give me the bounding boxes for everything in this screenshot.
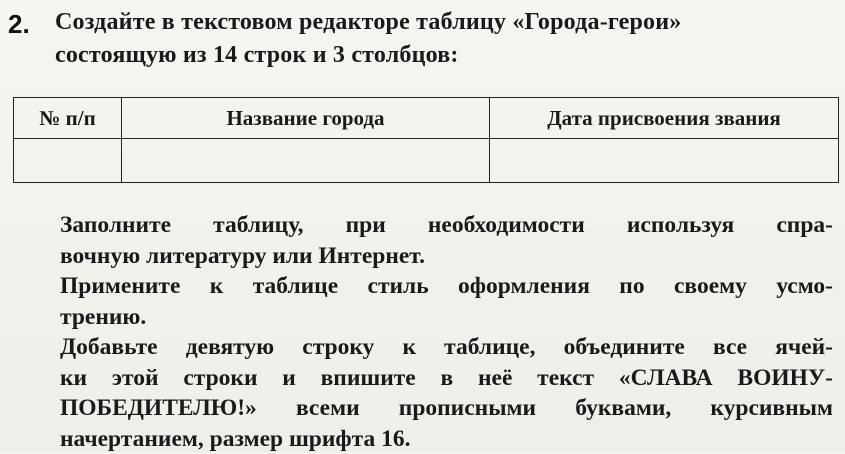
table-cell	[122, 139, 490, 183]
header-award-date: Дата присвоения звания	[490, 98, 839, 139]
task-intro	[55, 6, 835, 72]
instruction-line: начертанием, размер шрифта 16.	[60, 424, 840, 454]
header-city-name: Название города	[122, 98, 490, 139]
instruction-line: трению.	[60, 302, 840, 333]
instruction-line: Примените к таблице стиль оформления по своему усмо-	[60, 271, 833, 302]
table-cell	[490, 139, 839, 183]
instruction-line: ПОБЕДИТЕЛЮ!» всеми прописными буквами, курсивным	[60, 393, 833, 424]
header-number: № п/п	[14, 98, 122, 139]
instruction-line: Добавьте девятую строку к таблице, объедините все ячей-	[60, 332, 833, 363]
task-intro-line: Создайте в текстовом редакторе таблицу «Города-герои»	[55, 6, 835, 39]
cities-table	[13, 97, 839, 183]
instruction-line: ки этой строки и впишите в неё текст «СЛАВА ВОИНУ-	[60, 363, 833, 394]
table-header-row	[14, 98, 839, 139]
task-intro-line: состоящую из 14 строк и 3 столбцов:	[55, 39, 835, 72]
instruction-line: Заполните таблицу, при необходимости используя спра-	[60, 210, 833, 241]
task-number: 2.	[8, 9, 30, 40]
instruction-line: вочную литературу или Интернет.	[60, 241, 840, 272]
table-cell	[14, 139, 122, 183]
instructions	[60, 210, 840, 454]
table-row	[14, 139, 839, 183]
